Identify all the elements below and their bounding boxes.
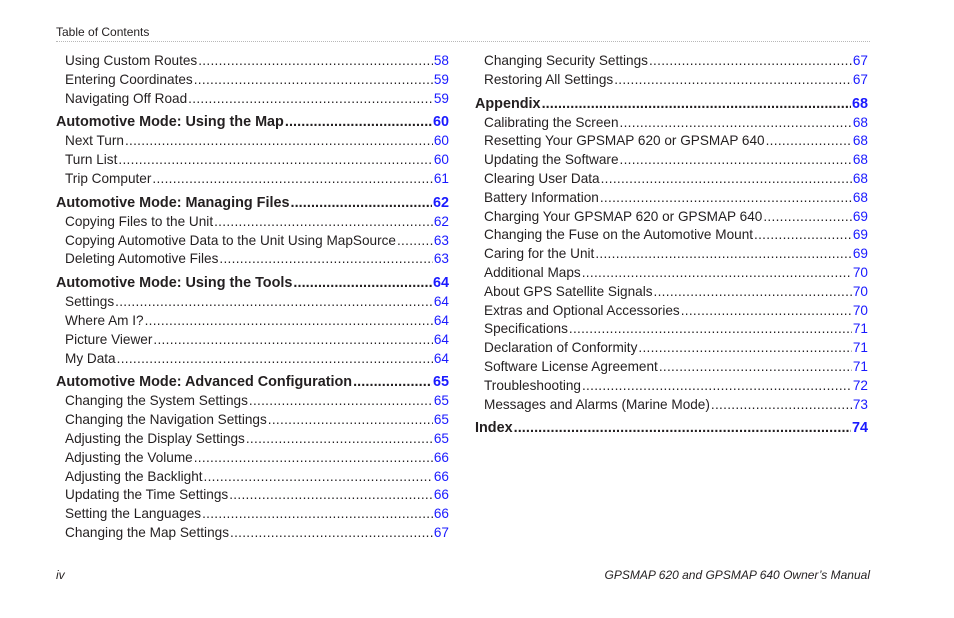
dot-leader [681, 302, 852, 321]
dot-leader [711, 396, 852, 415]
toc-page-link[interactable]: 60 [433, 133, 449, 149]
toc-entry-title: Declaration of Conformity [484, 340, 638, 356]
toc-page-link[interactable]: 69 [852, 227, 868, 243]
page-number: iv [56, 568, 65, 582]
toc-page-link[interactable]: 68 [852, 152, 868, 168]
toc-entry[interactable] [56, 331, 449, 350]
dot-leader [285, 113, 432, 132]
toc-entry[interactable] [475, 339, 868, 358]
toc-entry-title: Using Custom Routes [65, 53, 198, 68]
toc-page-link[interactable]: 68 [852, 170, 868, 186]
toc-page-link[interactable]: 67 [852, 53, 868, 68]
toc-entry-title: Changing the Fuse on the Automotive Mount [484, 227, 754, 243]
toc-page-link[interactable]: 63 [433, 232, 449, 248]
toc-entry-title: Changing the System Settings [65, 393, 248, 409]
toc-page-link[interactable]: 60 [432, 114, 449, 131]
dot-leader [542, 95, 851, 114]
dot-leader [638, 339, 852, 358]
toc-entry-title: Automotive Mode: Managing Files [56, 194, 290, 211]
toc-entry[interactable] [56, 232, 449, 251]
toc-section-entry[interactable] [475, 419, 868, 438]
toc-column-right [475, 52, 868, 438]
dot-leader [763, 208, 852, 227]
toc-page-link[interactable]: 68 [852, 114, 868, 130]
header-divider [56, 41, 870, 42]
toc-entry[interactable] [56, 151, 449, 170]
dot-leader [118, 151, 432, 170]
dot-leader [293, 274, 432, 293]
dot-leader [115, 293, 433, 312]
toc-entry[interactable] [56, 52, 449, 71]
toc-entry[interactable] [56, 213, 449, 232]
toc-entry[interactable] [475, 264, 868, 283]
toc-column-left [56, 52, 449, 543]
toc-entry-title: Copying Files to the Unit [65, 213, 214, 229]
toc-entry[interactable] [475, 132, 868, 151]
dot-leader [204, 468, 433, 487]
dot-leader [117, 350, 433, 369]
toc-entry[interactable] [56, 449, 449, 468]
toc-entry[interactable] [56, 411, 449, 430]
toc-entry-title: Resetting Your GPSMAP 620 or GPSMAP 640 [484, 133, 765, 149]
toc-page-link[interactable]: 64 [433, 312, 449, 328]
dot-leader [152, 170, 433, 189]
toc-page-link[interactable]: 73 [852, 396, 868, 412]
toc-entry[interactable] [475, 302, 868, 321]
toc-section-entry[interactable] [56, 194, 449, 213]
toc-entry-title: About GPS Satellite Signals [484, 283, 653, 299]
dot-leader [397, 232, 433, 251]
toc-entry-title: Software License Agreement [484, 358, 658, 374]
toc-entry[interactable] [475, 377, 868, 396]
toc-page-link[interactable]: 65 [432, 374, 449, 391]
dot-leader [353, 373, 432, 392]
toc-entry[interactable] [475, 358, 868, 377]
toc-entry-title: Picture Viewer [65, 331, 153, 347]
dot-leader [246, 430, 433, 449]
toc-entry[interactable] [56, 350, 449, 369]
toc-entry[interactable] [475, 52, 868, 71]
toc-section-entry[interactable] [475, 95, 868, 114]
dot-leader [659, 358, 852, 377]
toc-section-entry[interactable] [56, 274, 449, 293]
toc-entry-title: Clearing User Data [484, 170, 600, 186]
toc-page-link[interactable]: 68 [851, 95, 868, 112]
toc-page-link[interactable]: 65 [433, 430, 449, 446]
toc-entry[interactable] [56, 312, 449, 331]
dot-leader [202, 505, 433, 524]
toc-entry-title: Deleting Automotive Files [65, 251, 219, 267]
toc-entry-title: Setting the Languages [65, 506, 202, 522]
toc-page-link[interactable]: 65 [433, 412, 449, 428]
dot-leader [514, 419, 851, 438]
toc-page-link[interactable]: 69 [852, 246, 868, 262]
dot-leader [582, 377, 852, 396]
toc-entry-title: Trip Computer [65, 170, 152, 186]
toc-page-link[interactable]: 72 [852, 377, 868, 393]
toc-section-entry[interactable] [56, 373, 449, 392]
toc-entry-title: Troubleshooting [484, 377, 581, 393]
toc-entry[interactable] [475, 208, 868, 227]
dot-leader [125, 132, 433, 151]
toc-entry[interactable] [475, 114, 868, 133]
toc-entry[interactable] [56, 486, 449, 505]
toc-entry-title: Changing Security Settings [484, 53, 648, 68]
toc-page-link[interactable]: 63 [433, 251, 449, 267]
dot-leader [582, 264, 852, 283]
manual-title: GPSMAP 620 and GPSMAP 640 Owner’s Manual [604, 568, 870, 582]
toc-page-link[interactable]: 67 [852, 71, 868, 87]
toc-page-link[interactable]: 58 [433, 53, 449, 68]
toc-page-link[interactable]: 64 [433, 331, 449, 347]
toc-entry-title: Automotive Mode: Advanced Configuration [56, 374, 353, 391]
toc-entry[interactable] [56, 90, 449, 109]
toc-entry-title: Settings [65, 294, 115, 310]
toc-page-link[interactable]: 71 [852, 321, 868, 337]
toc-entry[interactable] [475, 396, 868, 415]
toc-page-link[interactable]: 64 [432, 275, 449, 292]
toc-page-link[interactable]: 66 [433, 468, 449, 484]
toc-entry-title: Caring for the Unit [484, 246, 595, 262]
toc-entry[interactable] [475, 320, 868, 339]
toc-entry[interactable] [475, 226, 868, 245]
toc-entry-title: Next Turn [65, 133, 124, 149]
toc-page-link[interactable]: 69 [852, 208, 868, 224]
dot-leader [198, 52, 433, 71]
toc-page-link[interactable]: 64 [433, 350, 449, 366]
dot-leader [249, 392, 433, 411]
toc-page-link[interactable]: 64 [433, 294, 449, 310]
dot-leader [649, 52, 852, 71]
toc-entry-title: Updating the Time Settings [65, 487, 229, 503]
dot-leader [654, 283, 852, 302]
toc-entry[interactable] [56, 132, 449, 151]
toc-entry-title: Adjusting the Backlight [65, 468, 203, 484]
dot-leader [194, 71, 433, 90]
toc-section-entry[interactable] [56, 113, 449, 132]
dot-leader [268, 411, 433, 430]
toc-entry-title: Index [475, 420, 513, 437]
toc-page-link[interactable]: 70 [852, 264, 868, 280]
dot-leader [219, 250, 432, 269]
toc-entry-title: Changing the Navigation Settings [65, 412, 267, 428]
toc-entry-title: Messages and Alarms (Marine Mode) [484, 396, 710, 412]
dot-leader [620, 151, 852, 170]
toc-page-link[interactable]: 68 [852, 189, 868, 205]
dot-leader [214, 213, 433, 232]
toc-entry[interactable] [475, 283, 868, 302]
toc-page-link[interactable]: 71 [852, 358, 868, 374]
toc-entry-title: Charging Your GPSMAP 620 or GPSMAP 640 [484, 208, 763, 224]
dot-leader [153, 331, 432, 350]
toc-page-link[interactable]: 59 [433, 71, 449, 87]
toc-entry-title: Battery Information [484, 189, 599, 205]
toc-page-link[interactable]: 70 [852, 302, 868, 318]
toc-entry[interactable] [56, 468, 449, 487]
dot-leader [620, 114, 852, 133]
toc-entry[interactable] [56, 524, 449, 543]
dot-leader [614, 71, 852, 90]
toc-entry-title: Adjusting the Volume [65, 449, 193, 465]
toc-entry[interactable] [475, 151, 868, 170]
toc-page-link[interactable]: 66 [433, 487, 449, 503]
toc-page-link[interactable]: 70 [852, 283, 868, 299]
toc-entry[interactable] [56, 392, 449, 411]
toc-page-link[interactable]: 67 [433, 524, 449, 540]
toc-entry-title: Entering Coordinates [65, 71, 193, 87]
dot-leader [569, 320, 852, 339]
toc-entry[interactable] [56, 71, 449, 90]
toc-page-link[interactable]: 66 [433, 449, 449, 465]
toc-page-link[interactable]: 61 [433, 170, 449, 186]
toc-entry-title: Adjusting the Display Settings [65, 430, 245, 446]
dot-leader [754, 226, 852, 245]
dot-leader [188, 90, 433, 109]
toc-entry[interactable] [475, 189, 868, 208]
toc-entry-title: Automotive Mode: Using the Tools [56, 275, 293, 292]
toc-entry-title: Copying Automotive Data to the Unit Using MapSource [65, 232, 396, 248]
dot-leader [766, 132, 852, 151]
toc-entry[interactable] [56, 293, 449, 312]
dot-leader [601, 170, 852, 189]
toc-page-link[interactable]: 60 [433, 152, 449, 168]
toc-entry[interactable] [56, 505, 449, 524]
toc-entry-title: My Data [65, 350, 116, 366]
toc-entry[interactable] [475, 245, 868, 264]
dot-leader [229, 486, 433, 505]
toc-entry-title: Extras and Optional Accessories [484, 302, 680, 318]
dot-leader [600, 189, 852, 208]
dot-leader [230, 524, 433, 543]
toc-entry-title: Automotive Mode: Using the Map [56, 114, 284, 131]
toc-entry-title: Specifications [484, 321, 568, 337]
toc-entry-title: Appendix [475, 95, 541, 112]
dot-leader [145, 312, 433, 331]
toc-entry[interactable] [56, 430, 449, 449]
dot-leader [194, 449, 433, 468]
toc-page-link[interactable]: 65 [433, 393, 449, 409]
toc-entry-title: Navigating Off Road [65, 90, 188, 106]
toc-entry[interactable] [56, 170, 449, 189]
toc-entry[interactable] [475, 71, 868, 90]
toc-page-link[interactable]: 68 [852, 133, 868, 149]
toc-entry-title: Updating the Software [484, 152, 619, 168]
toc-entry[interactable] [475, 170, 868, 189]
toc-page-link[interactable]: 66 [433, 506, 449, 522]
toc-page-link[interactable]: 62 [432, 194, 449, 211]
toc-page-link[interactable]: 59 [433, 90, 449, 106]
toc-entry-title: Calibrating the Screen [484, 114, 619, 130]
toc-entry-title: Restoring All Settings [484, 71, 614, 87]
toc-page-link[interactable]: 62 [433, 213, 449, 229]
toc-entry-title: Additional Maps [484, 264, 581, 280]
toc-entry-title: Where Am I? [65, 312, 144, 328]
dot-leader [595, 245, 852, 264]
toc-page-link[interactable]: 71 [852, 340, 868, 356]
toc-entry-title: Changing the Map Settings [65, 524, 229, 540]
toc-entry[interactable] [56, 250, 449, 269]
dot-leader [290, 194, 432, 213]
toc-page-link[interactable]: 74 [851, 420, 868, 437]
running-header: Table of Contents [56, 25, 150, 39]
toc-entry-title: Turn List [65, 152, 118, 168]
